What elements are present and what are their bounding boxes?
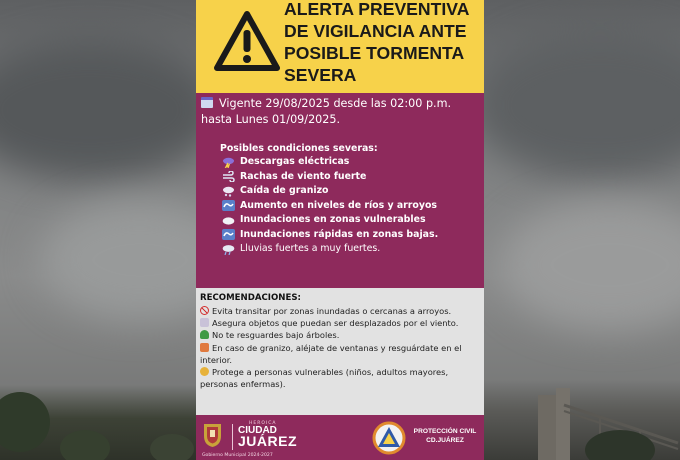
recommendation-text: Protege a personas vulnerables (niños, adultos mayores, personas enfermas). — [200, 367, 449, 390]
tree-icon — [200, 330, 209, 339]
recommendation-text: En caso de granizo, aléjate de ventanas y resguárdate en el interior. — [200, 342, 462, 365]
recommendation-text: Asegura objetos que puedan ser desplazados por el viento. — [212, 318, 459, 329]
condition-label: Inundaciones en zonas vulnerables — [240, 214, 426, 225]
city-shield-logo — [202, 421, 223, 448]
government-subtitle: Gobierno Municipal 2024-2027 — [202, 453, 273, 458]
list-item — [222, 170, 480, 185]
recommendations-title: RECOMENDACIONES: — [200, 293, 301, 303]
condition-label: Lluvias fuertes a muy fuertes. — [240, 243, 381, 254]
recommendation-text: No te resguardes bajo árboles. — [212, 330, 340, 341]
list-item — [222, 228, 480, 243]
city-name-line2: JUÁREZ — [238, 433, 298, 449]
warning-triangle-icon — [213, 10, 281, 74]
civil-protection-text: PROTECCIÓN CIVIL CD.JUÁREZ — [413, 428, 477, 444]
condition-label: Rachas de viento fuerte — [240, 170, 367, 182]
list-item — [200, 317, 480, 329]
conditions-list — [222, 155, 480, 257]
hail-icon — [222, 186, 235, 197]
validity-text-block — [201, 96, 479, 127]
validity-text: Vigente 29/08/2025 desde las 02:00 p.m. hasta Lunes 01/09/2025. — [201, 97, 452, 126]
people-icon — [200, 367, 209, 376]
calendar-icon — [201, 97, 213, 108]
condition-label: Caída de granizo — [240, 185, 329, 196]
condition-label: Inundaciones rápidas en zonas bajas. — [240, 228, 439, 240]
alert-title: ALERTA PREVENTIVA DE VIGILANCIA ANTE POSIBLE TORMENTA SEVERA — [284, 0, 470, 85]
city-small-label: HEROICA — [249, 421, 277, 426]
condition-label: Aumento en niveles de ríos y arroyos — [240, 199, 437, 211]
rain-cloud-icon — [222, 244, 235, 255]
house-icon — [200, 343, 209, 352]
list-item — [222, 184, 480, 199]
recommendations-section — [196, 288, 484, 415]
wave-icon — [222, 229, 235, 240]
conditions-title: Posibles condiciones severas: — [220, 143, 378, 154]
prohibited-icon — [200, 306, 209, 315]
city-logo — [202, 421, 346, 458]
condition-label: Descargas eléctricas — [240, 156, 350, 167]
alert-flyer — [196, 0, 484, 460]
list-item — [200, 329, 480, 341]
city-name-line1: CIUDAD — [238, 425, 277, 436]
recommendations-list — [200, 305, 480, 390]
wind-icon — [222, 171, 235, 182]
recommendation-text: Evita transitar por zonas inundadas o cercanas a arroyos. — [212, 306, 452, 316]
tie-down-icon — [200, 318, 209, 327]
list-item — [222, 213, 480, 228]
wave-icon — [222, 200, 235, 211]
list-item — [222, 199, 480, 214]
list-item — [222, 242, 480, 257]
civil-protection-logo — [370, 421, 408, 455]
list-item — [200, 366, 480, 390]
lightning-cloud-icon — [222, 157, 235, 168]
flyer-footer — [196, 415, 484, 460]
alert-header — [196, 0, 484, 93]
cloud-icon — [222, 215, 235, 226]
list-item — [200, 342, 480, 366]
list-item — [222, 155, 480, 170]
list-item — [200, 305, 480, 317]
